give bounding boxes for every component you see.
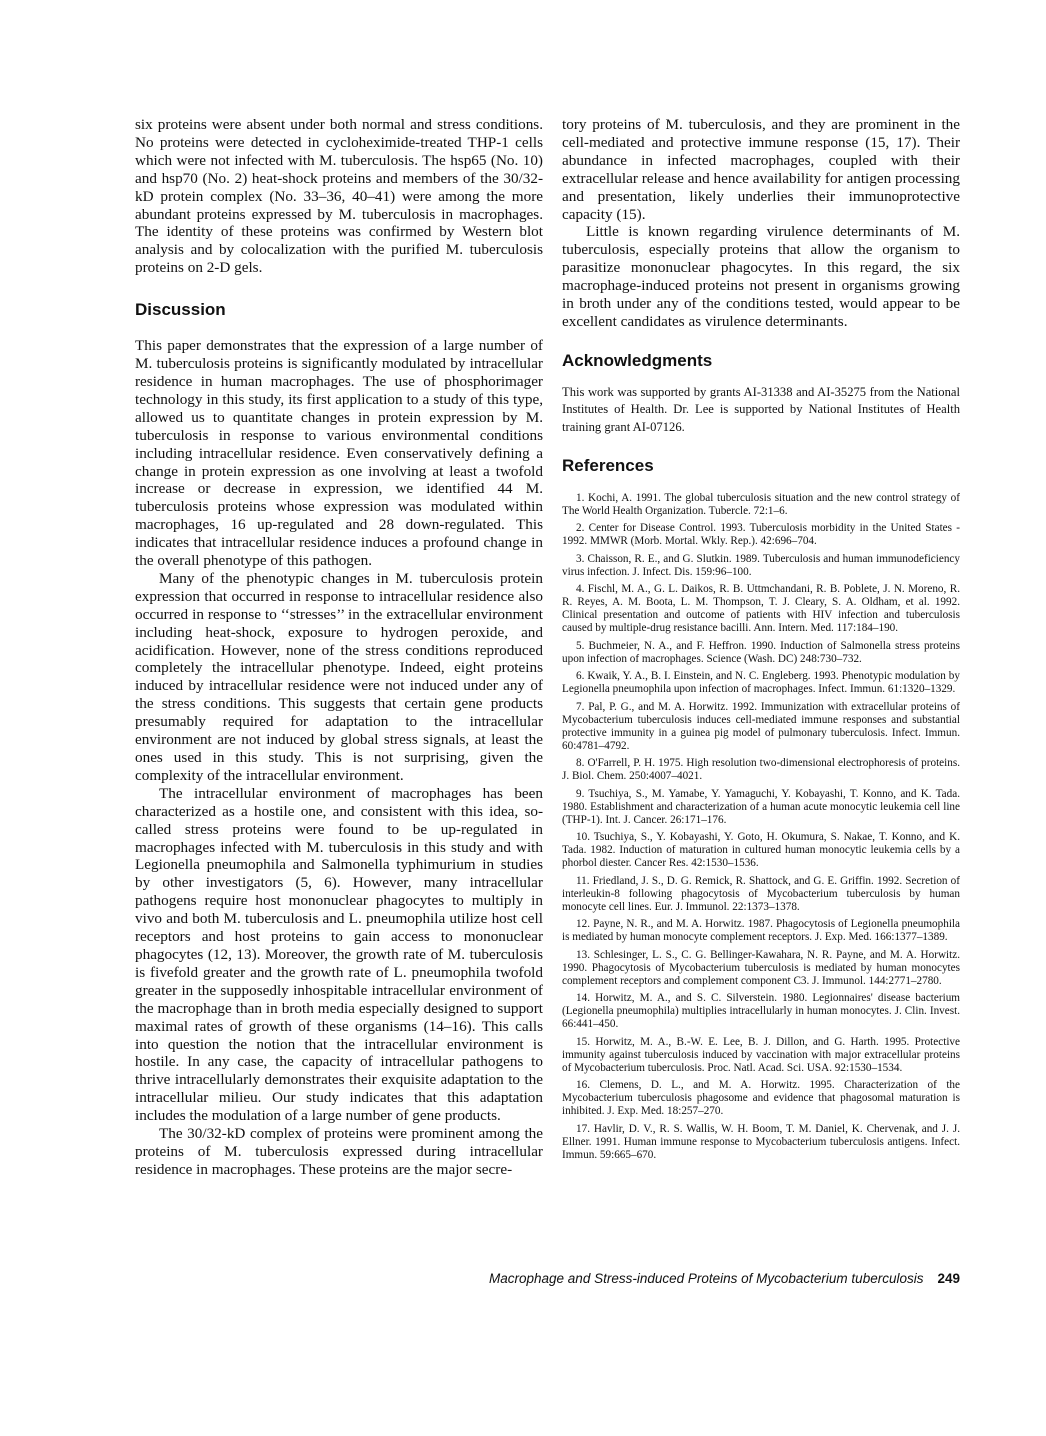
reference-item: 17. Havlir, D. V., R. S. Wallis, W. H. Boom, T. M. Daniel, K. Chervenak, and J. J. Ellner. 1991. Human immune response to Mycobacterium tuberculosis antigens. Infect. Immun. 59:665–670. [562, 1122, 960, 1162]
reference-item: 15. Horwitz, M. A., B.-W. E. Lee, B. J. Dillon, and G. Harth. 1995. Protective immunity against tuberculosis induced by vaccination with major extracellular proteins of Mycobacterium tuberculosis. Proc. Natl. Acad. Sci. USA. 92:1530–1534. [562, 1035, 960, 1074]
reference-item: 13. Schlesinger, L. S., C. G. Bellinger-Kawahara, N. R. Payne, and M. A. Horwitz. 1990. Phagocytosis of Mycobacterium tuberculosis is mediated by human monocytes complement receptors and complement component C3. J. Immunol. 144:2771–2780. [562, 948, 960, 987]
reference-item: 8. O'Farrell, P. H. 1975. High resolution two-dimensional electrophoresis of proteins. J. Biol. Chem. 250:4007–4021. [562, 757, 960, 783]
reference-item: 7. Pal, P. G., and M. A. Horwitz. 1992. Immunization with extracellular proteins of Mycobacterium tuberculosis induces cell-mediated immune responses and substantial protective immunity in a guinea pig model of pulmonary tuberculosis. Infect. Immun. 60:4781–4792. [562, 700, 960, 752]
section-heading-acknowledgments: Acknowledgments [562, 350, 713, 370]
reference-item: 9. Tsuchiya, S., M. Yamabe, Y. Yamaguchi, Y. Kobayashi, T. Konno, and K. Tada. 1980. Establishment and characterization of a human acute monocytic leukemia cell line (THP-1). Int. J. Cancer. 26:171–176. [562, 787, 960, 826]
reference-item: 2. Center for Disease Control. 1993. Tuberculosis morbidity in the United States - 1992. MMWR (Morb. Mortal. Wkly. Rep.). 42:696–704. [562, 522, 960, 548]
right-column [562, 116, 960, 1166]
discussion-paragraph: This paper demonstrates that the expression of a large number of M. tuberculosis proteins is significantly modulated by intracellular residence in human macrophages. The use of phosphorimager technology in this study, its first application to a study of this type, allowed us to quantitate changes in protein expression by M. tuberculosis in response to various environmental conditions including intracellular residence. Even conservatively defining a change in protein expression as one involving at least a twofold increase or decrease in expression, we identified 44 M. tuberculosis proteins whose expression was modulated within macrophages, 16 up-regulated and 28 down-regulated. This indicates that intracellular residence induces a profound change in the overall phenotype of this pathogen. [135, 337, 543, 570]
reference-list [562, 492, 960, 1162]
left-column [135, 116, 543, 1179]
reference-item: 4. Fischl, M. A., G. L. Daikos, R. B. Uttmchandani, R. B. Poblete, J. N. Moreno, R. R. Reyes, A. M. Boota, L. M. Thompson, T. J. Cleary, S. A. Oldham, et al. 1992. Clinical presentation and outcome of patients with HIV infection and tuberculosis caused by multiple-drug resistance bacilli. Ann. Intern. Med. 117:184–190. [562, 583, 960, 635]
reference-item: 16. Clemens, D. L., and M. A. Horwitz. 1995. Characterization of the Mycobacterium tuberculosis phagosome and evidence that phagosomal maturation is inhibited. J. Exp. Med. 18:257–270. [562, 1079, 960, 1118]
reference-item: 12. Payne, N. R., and M. A. Horwitz. 1987. Phagocytosis of Legionella pneumophila is mediated by human monocyte complement receptors. J. Exp. Med. 166:1377–1389. [562, 918, 960, 944]
section-heading-discussion: Discussion [135, 300, 226, 320]
discussion-paragraph: Many of the phenotypic changes in M. tuberculosis protein expression that occurred in response to intracellular residence also occurred in response to ‘‘stresses’’ in the extracellular environment including heat-shock, exposure to hydrogen peroxide, and acidification. However, none of the stress conditions reproduced completely the intracellular phenotype. Indeed, eight proteins induced by intracellular residence were not induced under any of the stress conditions. This suggests that certain gene products presumably required for adaptation to the intracellular environment are not induced by global stress signals, at least the ones used in this study. This is not surprising, given the complexity of the intracellular environment. [135, 569, 543, 784]
body-paragraph: six proteins were absent under both normal and stress conditions. No proteins were detected in cycloheximide-treated THP-1 cells which were not infected with M. tuberculosis. The hsp65 (No. 10) and hsp70 (No. 2) heat-shock proteins and members of the 30/32-kD protein complex (No. 33–36, 40–41) were among the more abundant proteins expressed by M. tuberculosis in macrophages. The identity of these proteins was confirmed by Western blot analysis and by colocalization with the purified M. tuberculosis proteins on 2-D gels. [135, 116, 543, 277]
reference-item: 3. Chaisson, R. E., and G. Slutkin. 1989. Tuberculosis and human immunodeficiency virus infection. J. Infect. Dis. 159:96–100. [562, 552, 960, 578]
discussion-paragraph: The 30/32-kD complex of proteins were prominent among the proteins of M. tuberculosis expressed during intracellular residence in macrophages. These proteins are the major secre- [135, 1125, 543, 1178]
acknowledgments-text: This work was supported by grants AI-31338 and AI-35275 from the National Institutes of Health. Dr. Lee is supported by National Institutes of Health training grant AI-07126. [562, 384, 960, 435]
reference-item: 11. Friedland, J. S., D. G. Remick, R. Shattock, and G. E. Griffin. 1992. Secretion of interleukin-8 following phagocytosis of Mycobacterium tuberculosis by human monocyte cell lines. Eur. J. Immunol. 22:1373–1378. [562, 874, 960, 913]
acknowledgments [562, 384, 960, 437]
reference-item: 1. Kochi, A. 1991. The global tuberculosis situation and the new control strategy of The World Health Organization. Tubercle. 72:1–6. [562, 491, 960, 517]
reference-item: 5. Buchmeier, N. A., and F. Heffron. 1990. Induction of Salmonella stress proteins upon infection of macrophages. Science (Wash. DC) 248:730–732. [562, 639, 960, 665]
reference-item: 14. Horwitz, M. A., and S. C. Silverstein. 1980. Legionnaires' disease bacterium (Legionella pneumophila) multiplies intracellularly in human monocytes. J. Clin. Invest. 66:441–450. [562, 992, 960, 1031]
page-footer [400, 1270, 960, 1288]
section-heading-references: References [562, 455, 654, 475]
page-number: 249 [937, 1271, 960, 1286]
reference-item: 10. Tsuchiya, S., Y. Kobayashi, Y. Goto, H. Okumura, S. Nakae, T. Konno, and K. Tada. 1982. Induction of maturation in cultured human monocytic leukemia cells by a phorbol diester. Cancer Res. 42:1530–1536. [562, 831, 960, 870]
reference-item: 6. Kwaik, Y. A., B. I. Einstein, and N. C. Engleberg. 1993. Phenotypic modulation by Legionella pneumophila upon infection of macrophages. Infect. Immun. 61:1320–1329. [562, 670, 960, 696]
discussion-paragraph: The intracellular environment of macrophages has been characterized as a hostile one, and consistent with this idea, so-called stress proteins were found to be up-regulated in macrophages infected with M. tuberculosis in this study and with Legionella pneumophila and Salmonella typhimurium in studies by other investigators (5, 6). However, many intracellular pathogens require host mononuclear phagocytes to multiply in vivo and both M. tuberculosis and L. pneumophila utilize host cell receptors and host proteins to gain access to mononuclear phagocytes (12, 13). Moreover, the growth rate of M. tuberculosis is fivefold greater and the growth rate of L. pneumophila twofold greater in the supposedly inhospitable intracellular environment of the macrophage than in broth media especially designed to support maximal rates of growth of these organisms (14–16). This calls into question the notion that the intracellular environment is hostile. In any case, the capacity of intracellular pathogens to thrive intracellularly demonstrates their exquisite adaptation to the intracellular milieu. Our study indicates that this adaptation includes the modulation of a large number of gene products. [135, 784, 543, 1125]
running-title: Macrophage and Stress-induced Proteins of Mycobacterium tuberculosis [489, 1271, 924, 1286]
body-paragraph: tory proteins of M. tuberculosis, and they are prominent in the cell-mediated and protective immune response (15, 17). Their abundance in infected macrophages, coupled with their extracellular release and hence availability for antigen processing and presentation, likely underlies their immunoprotective capacity (15). [562, 116, 960, 223]
body-paragraph: Little is known regarding virulence determinants of M. tuberculosis, especially proteins that allow the organism to parasitize mononuclear phagocytes. In this regard, the six macrophage-induced proteins not present in organisms growing in broth under any of the conditions tested, would appear to be excellent candidates as virulence determinants. [562, 223, 960, 330]
